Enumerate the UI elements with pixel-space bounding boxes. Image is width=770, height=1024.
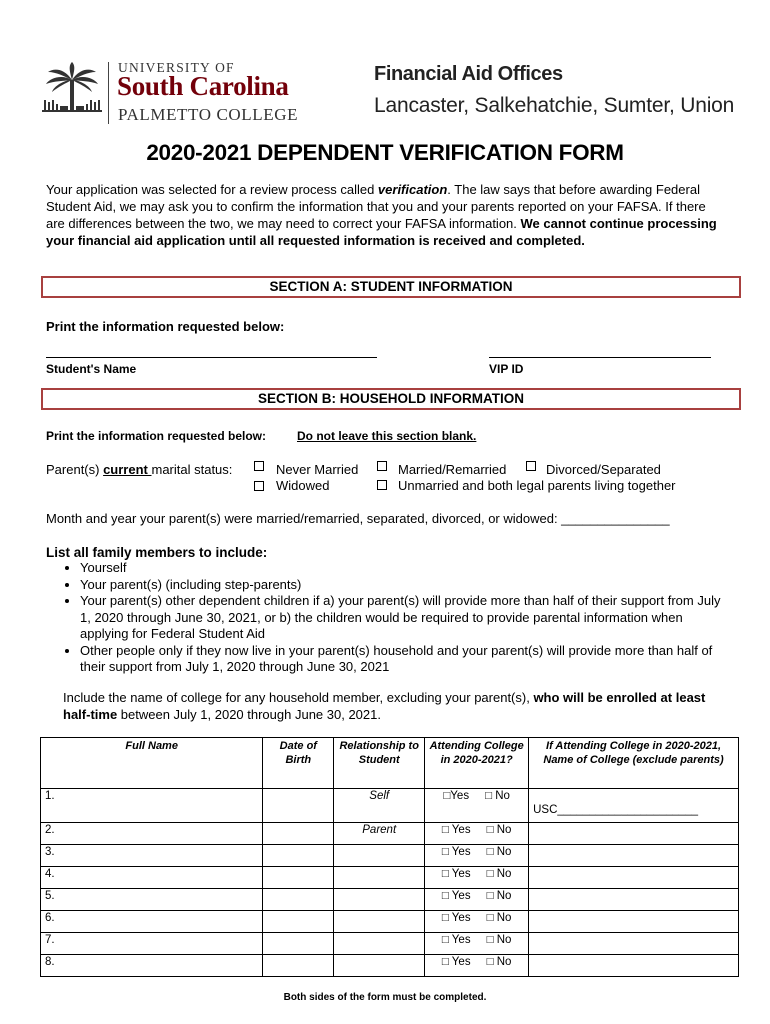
attending-cell[interactable] <box>425 933 529 955</box>
table-header-row <box>41 738 739 789</box>
section-b-header: SECTION B: HOUSEHOLD INFORMATION <box>41 388 741 410</box>
dob-cell[interactable] <box>263 889 334 911</box>
never-married-label: Never Married <box>276 462 359 477</box>
yes-option[interactable]: □ Yes <box>441 890 471 902</box>
no-option[interactable]: □ No <box>486 824 512 836</box>
married-checkbox[interactable] <box>377 461 387 471</box>
yes-option[interactable]: □ Yes <box>441 956 471 968</box>
college-value: USC______________________ <box>533 804 699 816</box>
attending-cell[interactable] <box>425 911 529 933</box>
dob-cell[interactable] <box>263 933 334 955</box>
dob-cell[interactable] <box>263 955 334 977</box>
college-cell[interactable] <box>529 889 739 911</box>
marital-suffix: marital status: <box>151 462 233 477</box>
table-row <box>41 789 739 823</box>
university-of-label: UNIVERSITY OF <box>118 60 235 75</box>
widowed-checkbox[interactable] <box>254 481 264 491</box>
relationship-cell[interactable] <box>334 889 425 911</box>
intro-text-1: Your application was selected for a review process called <box>46 182 378 197</box>
divorced-checkbox[interactable] <box>526 461 536 471</box>
row-number[interactable]: 4. <box>41 867 263 889</box>
student-name-field[interactable] <box>46 357 377 358</box>
col-attending-college: Attending College in 2020-2021? <box>425 738 529 789</box>
no-option[interactable]: □ No <box>486 934 512 946</box>
widowed-label: Widowed <box>276 478 330 493</box>
row-number[interactable]: 2. <box>41 823 263 845</box>
table-row <box>41 911 739 933</box>
attending-cell[interactable] <box>425 823 529 845</box>
yes-option[interactable]: □Yes <box>443 790 470 802</box>
relationship-cell[interactable] <box>334 911 425 933</box>
unmarried-checkbox[interactable] <box>377 480 387 490</box>
row-number[interactable]: 1. <box>41 789 263 823</box>
yes-option[interactable]: □ Yes <box>441 846 471 858</box>
college-cell[interactable] <box>529 789 739 823</box>
table-row <box>41 867 739 889</box>
relationship-cell[interactable] <box>334 845 425 867</box>
no-option[interactable]: □ No <box>486 956 512 968</box>
relationship-cell[interactable] <box>334 867 425 889</box>
section-b-warning: Do not leave this section blank. <box>297 429 477 443</box>
row-number[interactable]: 3. <box>41 845 263 867</box>
student-name-label: Student's Name <box>46 362 137 376</box>
married-label: Married/Remarried <box>398 462 507 477</box>
marital-current: current <box>103 462 152 477</box>
yes-option[interactable]: □ Yes <box>441 868 471 880</box>
college-note-bold: who will be enrolled at least half-time <box>63 690 706 722</box>
college-cell[interactable] <box>529 911 739 933</box>
vip-id-field[interactable] <box>489 357 711 358</box>
college-cell[interactable] <box>529 845 739 867</box>
yes-option[interactable]: □ Yes <box>441 912 471 924</box>
col-college-name: If Attending College in 2020-2021, Name of College (exclude parents) <box>529 738 739 789</box>
table-row <box>41 823 739 845</box>
section-b-instruction: Print the information requested below: <box>46 429 267 443</box>
never-married-checkbox[interactable] <box>254 461 264 471</box>
intro-emphasis: verification <box>377 182 448 197</box>
relationship-cell[interactable] <box>334 933 425 955</box>
college-note <box>63 689 723 723</box>
vip-id-label: VIP ID <box>489 362 524 376</box>
family-members-list <box>46 560 726 676</box>
table-row <box>41 955 739 977</box>
marital-status-label <box>46 462 232 477</box>
college-note-text-1: Include the name of college for any household member, excluding your parent(s), <box>63 690 534 705</box>
section-a-instruction: Print the information requested below: <box>46 319 285 334</box>
university-name: South Carolina <box>117 71 289 101</box>
attending-cell[interactable] <box>425 845 529 867</box>
no-option[interactable]: □ No <box>485 790 510 802</box>
dob-cell[interactable] <box>263 911 334 933</box>
attending-cell[interactable] <box>425 789 529 823</box>
college-cell[interactable] <box>529 955 739 977</box>
attending-cell[interactable] <box>425 889 529 911</box>
col-date-of-birth: Date of Birth <box>263 738 334 789</box>
row-number[interactable]: 7. <box>41 933 263 955</box>
relationship-cell[interactable]: Self <box>334 789 425 823</box>
section-a-header: SECTION A: STUDENT INFORMATION <box>41 276 741 298</box>
col-full-name: Full Name <box>41 738 263 789</box>
attending-cell[interactable] <box>425 955 529 977</box>
col-relationship: Relationship to Student <box>334 738 425 789</box>
no-option[interactable]: □ No <box>486 890 512 902</box>
dob-cell[interactable] <box>263 867 334 889</box>
footer-note: Both sides of the form must be completed. <box>283 992 487 1003</box>
list-item: • Other people only if they now live in your parent(s) household and your parent(s) will provide more than half of their support from July 1, 2020 through June 30, 2021 <box>80 643 726 676</box>
family-members-heading: List all family members to include: <box>46 545 268 560</box>
dob-cell[interactable] <box>263 789 334 823</box>
table-row <box>41 889 739 911</box>
intro-bold-text: We cannot continue processing your financial aid application until all requested information is received and completed. <box>46 216 717 248</box>
divorced-label: Divorced/Separated <box>546 462 661 477</box>
yes-option[interactable]: □ Yes <box>441 934 471 946</box>
list-item: • Your parent(s) other dependent children if a) your parent(s) will provide more than half of their support from July 1, 2020 through June 30, 2021, or b) the children would be required to provide parental information when applying for Federal Student Aid <box>80 593 726 643</box>
intro-text-2: . The law says that before awarding Federal Student Aid, we may ask you to confirm the information that you and your parents reported on your FAFSA. If there are differences between the two, we may need to correct your FAFSA information. <box>46 182 706 231</box>
office-locations: Lancaster, Salkehatchie, Sumter, Union <box>374 94 735 117</box>
yes-option[interactable]: □ Yes <box>441 824 471 836</box>
relationship-cell[interactable]: Parent <box>334 823 425 845</box>
row-number[interactable]: 5. <box>41 889 263 911</box>
row-number[interactable]: 6. <box>41 911 263 933</box>
college-note-text-2: between July 1, 2020 through June 30, 2021. <box>117 707 381 722</box>
college-cell[interactable] <box>529 867 739 889</box>
dob-cell[interactable] <box>263 823 334 845</box>
intro-paragraph <box>46 181 726 249</box>
list-item: • Your parent(s) (including step-parents) <box>80 577 726 594</box>
table-row <box>41 845 739 867</box>
dob-cell[interactable] <box>263 845 334 867</box>
table-row <box>41 933 739 955</box>
list-item: • Yourself <box>80 560 726 577</box>
relationship-cell[interactable] <box>334 955 425 977</box>
no-option[interactable]: □ No <box>486 912 512 924</box>
no-option[interactable]: □ No <box>486 846 512 858</box>
palmetto-tree-logo <box>40 62 104 124</box>
form-title: 2020-2021 DEPENDENT VERIFICATION FORM <box>146 140 624 165</box>
marriage-date-field[interactable]: Month and year your parent(s) were married/remarried, separated, divorced, or widowed: _______________ <box>46 511 670 526</box>
office-title: Financial Aid Offices <box>374 63 563 85</box>
row-number[interactable]: 8. <box>41 955 263 977</box>
marital-prefix: Parent(s) <box>46 462 104 477</box>
college-name: PALMETTO COLLEGE <box>118 105 299 124</box>
logo-divider <box>108 62 109 124</box>
unmarried-label: Unmarried and both legal parents living together <box>398 478 676 493</box>
family-members-table <box>40 737 739 977</box>
attending-cell[interactable] <box>425 867 529 889</box>
no-option[interactable]: □ No <box>486 868 512 880</box>
college-cell[interactable] <box>529 823 739 845</box>
college-cell[interactable] <box>529 933 739 955</box>
